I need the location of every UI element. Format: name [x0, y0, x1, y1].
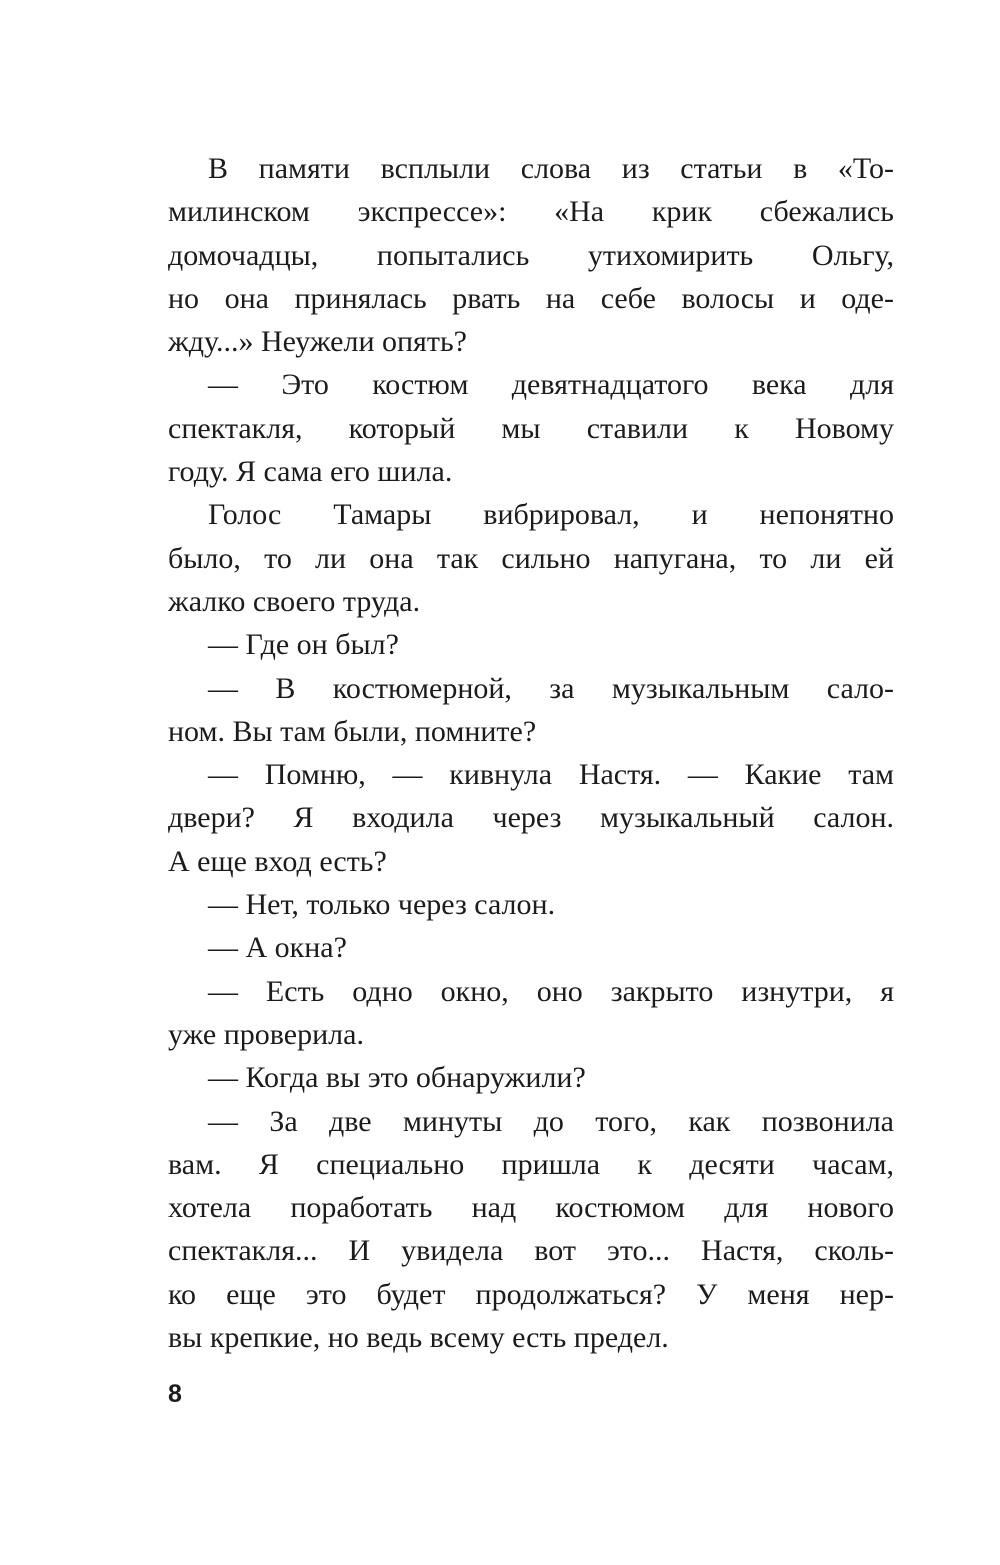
text-line: жду...» Неужели опять? — [168, 325, 467, 359]
paragraph — [168, 1056, 894, 1099]
text-line: — А окна? — [208, 931, 347, 965]
text-line: — Есть одно окно, оно закрыто изнутри, я — [208, 974, 894, 1008]
text-line: Голос Тамары вибрировал, и непонятно — [208, 498, 894, 532]
text-line: ко еще это будет продолжаться? У меня нер- — [168, 1277, 894, 1311]
text-line: году. Я сама его шила. — [168, 455, 453, 489]
page-text — [168, 147, 894, 1359]
text-line: — За две минуты до того, как позвонила — [208, 1104, 894, 1138]
text-line: но она принялась рвать на себе волосы и оде- — [168, 281, 894, 315]
text-line: было, то ли она так сильно напугана, то ли ей — [168, 541, 894, 575]
text-line: спектакля, который мы ставили к Новому — [168, 411, 894, 445]
text-line: двери? Я входила через музыкальный салон. — [168, 801, 894, 835]
text-line: — Где он был? — [208, 628, 399, 662]
paragraph — [168, 363, 894, 493]
text-line: милинском экспрессе»: «На крик сбежались — [168, 195, 894, 229]
text-line: спектакля... И увидела вот это... Настя, сколь- — [168, 1234, 894, 1268]
paragraph — [168, 667, 894, 754]
text-line: В памяти всплыли слова из статьи в «То- — [208, 152, 894, 185]
text-line: ном. Вы там были, помните? — [168, 714, 537, 748]
paragraph — [168, 147, 894, 363]
text-line: — Когда вы это обнаружили? — [208, 1061, 586, 1095]
page-number: 8 — [168, 1380, 182, 1408]
text-line: жалко своего труда. — [168, 584, 421, 618]
paragraph — [168, 883, 894, 926]
text-line: уже проверила. — [168, 1017, 364, 1051]
paragraph — [168, 1100, 894, 1360]
text-line: — Помню, — кивнула Настя. — Какие там — [208, 758, 894, 792]
text-line: — В костюмерной, за музыкальным сало- — [208, 671, 894, 705]
paragraph — [168, 753, 894, 883]
text-line: вам. Я специально пришла к десяти часам, — [168, 1147, 894, 1181]
text-line: — Это костюм девятнадцатого века для — [208, 368, 894, 402]
text-line: А еще вход есть? — [168, 844, 387, 878]
paragraph — [168, 970, 894, 1057]
paragraph — [168, 926, 894, 969]
text-line: хотела поработать над костюмом для нового — [168, 1191, 894, 1225]
text-line: домочадцы, попытались утихомирить Ольгу, — [168, 238, 894, 272]
text-line: — Нет, только через салон. — [208, 888, 556, 922]
paragraph — [168, 493, 894, 623]
paragraph — [168, 623, 894, 666]
text-line: вы крепкие, но ведь всему есть предел. — [168, 1321, 669, 1355]
